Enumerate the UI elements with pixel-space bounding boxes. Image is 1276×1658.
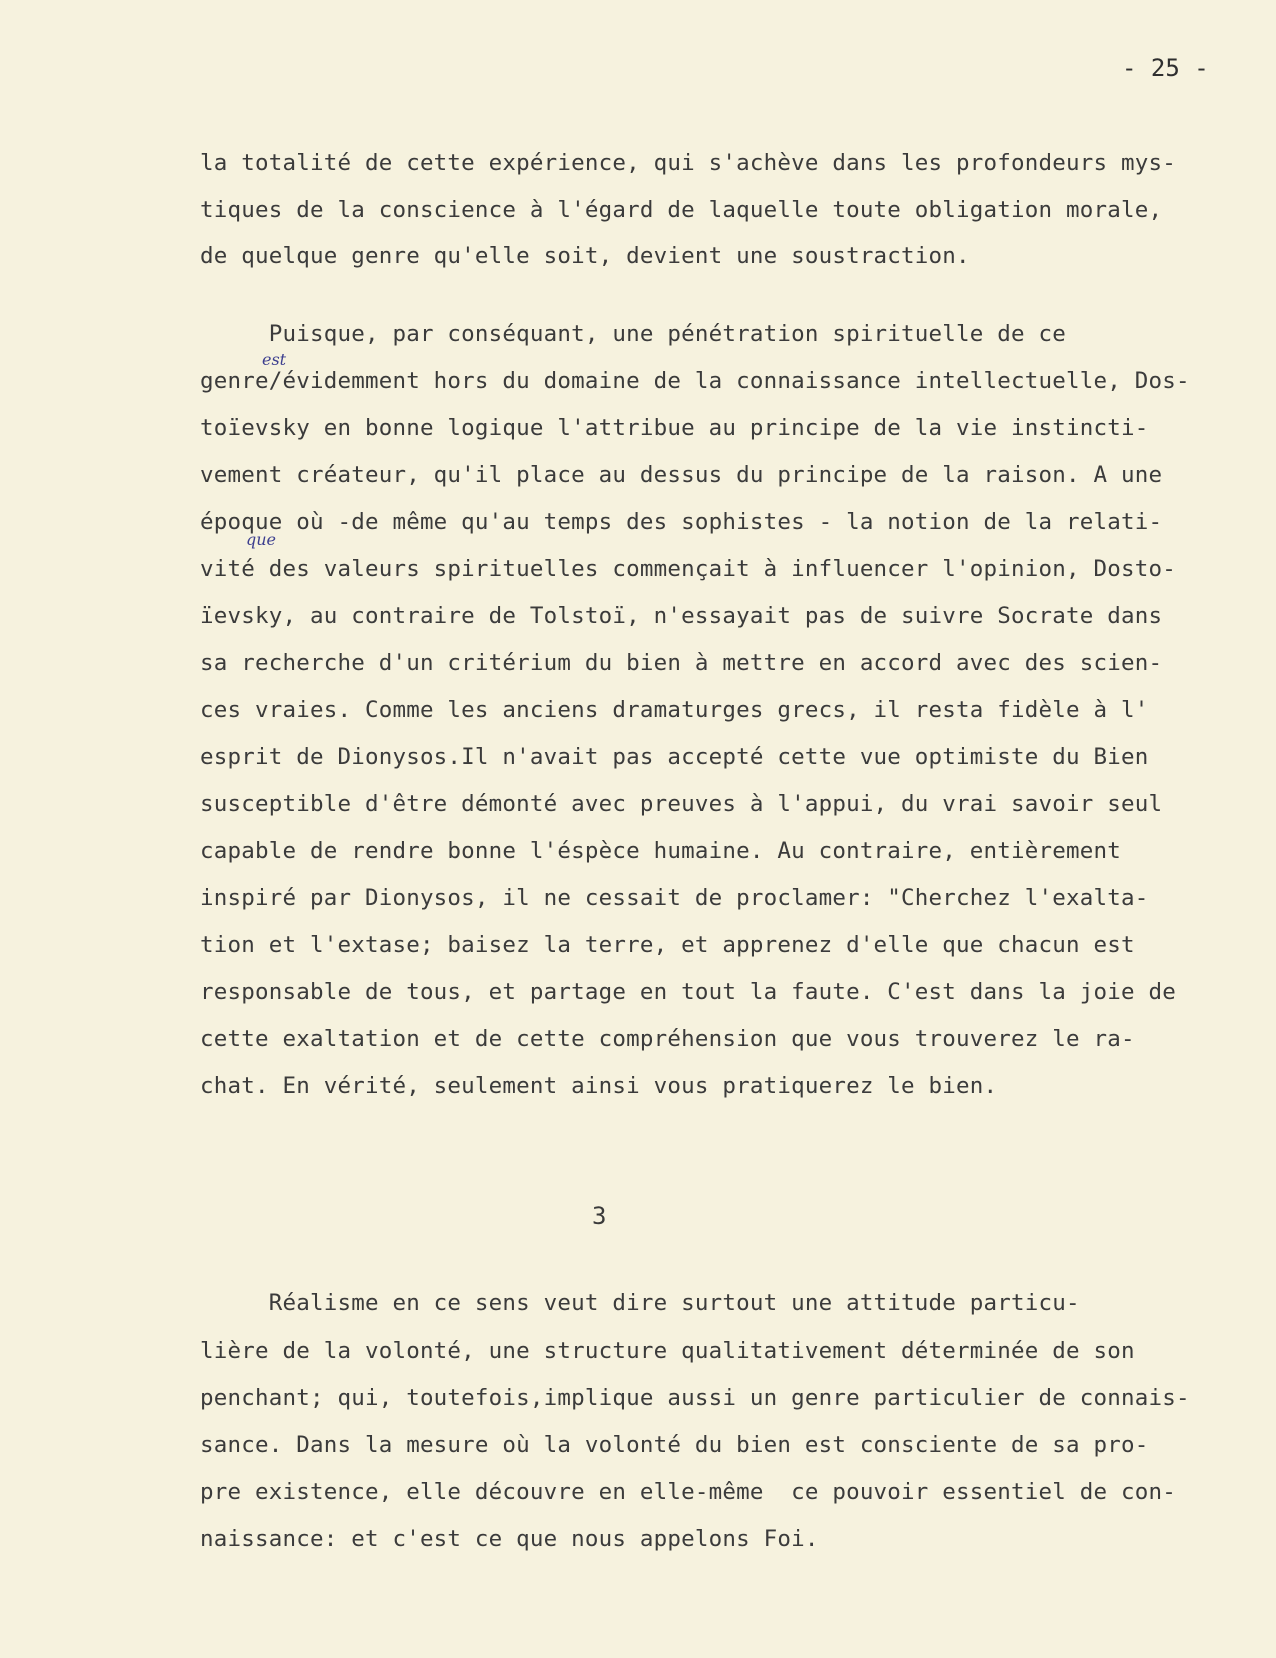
- text-line: toïevsky en bonne logique l'attribue au principe de la vie instincti-: [200, 415, 1149, 441]
- text-line: vement créateur, qu'il place au dessus du principe de la raison. A une: [200, 462, 1163, 488]
- text-line: sa recherche d'un critérium du bien à mettre en accord avec des scien-: [200, 650, 1163, 676]
- text-line: sance. Dans la mesure où la volonté du bien est consciente de sa pro-: [200, 1432, 1149, 1458]
- text-line: susceptible d'être démonté avec preuves à l'appui, du vrai savoir seul: [200, 791, 1163, 817]
- text-line: esprit de Dionysos.Il n'avait pas accepté cette vue optimiste du Bien: [200, 744, 1149, 770]
- text-line: inspiré par Dionysos, il ne cessait de proclamer: "Cherchez l'exalta-: [200, 885, 1149, 911]
- text-line: ïevsky, au contraire de Tolstoï, n'essayait pas de suivre Socrate dans: [200, 603, 1163, 629]
- text-line: pre existence, elle découvre en elle-même ce pouvoir essentiel de con-: [200, 1479, 1176, 1505]
- text-line: lière de la volonté, une structure qualitativement déterminée de son: [200, 1338, 1135, 1364]
- text-line: tion et l'extase; baisez la terre, et apprenez d'elle que chacun est: [200, 932, 1135, 958]
- text-line: Puisque, par conséquant, une pénétration spirituelle de ce: [200, 321, 1067, 347]
- handwritten-annotation-est: est: [262, 350, 287, 369]
- text-line: ces vraies. Comme les anciens dramaturges grecs, il resta fidèle à l': [200, 697, 1149, 723]
- page-number: - 25 -: [1122, 54, 1209, 82]
- text-line: de quelque genre qu'elle soit, devient une soustraction.: [200, 243, 970, 269]
- text-line: penchant; qui, toutefois,implique aussi un genre particulier de connais-: [200, 1385, 1190, 1411]
- text-line: époque où -de même qu'au temps des sophistes - la notion de la relati-: [200, 509, 1163, 535]
- text-line: la totalité de cette expérience, qui s'achève dans les profondeurs mys-: [200, 150, 1176, 176]
- text-line: responsable de tous, et partage en tout la faute. C'est dans la joie de: [200, 979, 1176, 1005]
- text-line: genre/évidemment hors du domaine de la connaissance intellectuelle, Dos-: [200, 368, 1190, 394]
- text-line: vité des valeurs spirituelles commençait à influencer l'opinion, Dosto-: [200, 556, 1176, 582]
- text-line: capable de rendre bonne l'éspèce humaine. Au contraire, entièrement: [200, 838, 1121, 864]
- text-line: naissance: et c'est ce que nous appelons Foi.: [200, 1526, 819, 1552]
- section-number: 3: [592, 1202, 607, 1230]
- text-line: cette exaltation et de cette compréhension que vous trouverez le ra-: [200, 1026, 1135, 1052]
- text-line: Réalisme en ce sens veut dire surtout une attitude particu-: [200, 1290, 1080, 1316]
- text-line: tiques de la conscience à l'égard de laquelle toute obligation morale,: [200, 197, 1163, 223]
- text-line: chat. En vérité, seulement ainsi vous pratiquerez le bien.: [200, 1073, 998, 1099]
- handwritten-annotation-que: que: [246, 530, 277, 549]
